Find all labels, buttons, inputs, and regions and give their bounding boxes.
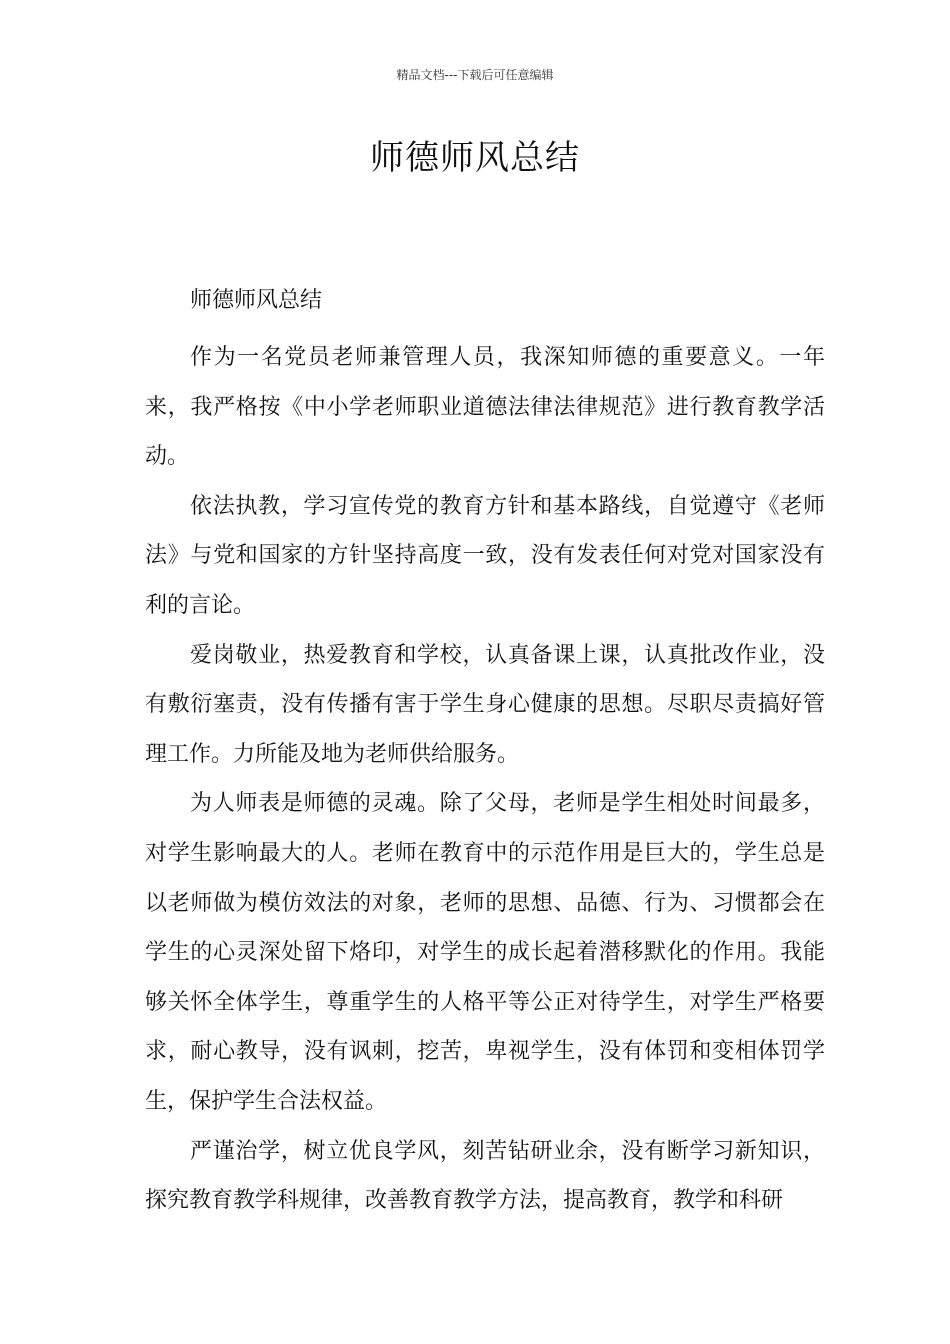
body-subtitle: 师德师风总结 (190, 288, 323, 313)
header-note: 精品文档---下载后可任意编辑 (396, 68, 554, 82)
paragraph: 作为一名党员老师兼管理人员，我深知师德的重要意义。一年来，我严格按《中小学老师职业道德法律法律规范》进行教育教学活动。 (145, 345, 825, 470)
document-body (145, 283, 825, 1226)
paragraph: 依法执教，学习宣传党的教育方针和基本路线，自觉遵守《老师法》与党和国家的方针坚持高度一致，没有发表任何对党对国家没有利的言论。 (145, 493, 825, 618)
paragraph: 爱岗敬业，热爱教育和学校，认真备课上课，认真批改作业，没有敷衍塞责，没有传播有害于学生身心健康的思想。尽职尽责搞好管理工作。力所能及地为老师供给服务。 (145, 642, 825, 767)
document-title: 师德师风总结 (370, 138, 580, 178)
paragraph: 严谨治学，树立优良学风，刻苦钻研业余，没有断学习新知识，探究教育教学科规律，改善教育教学方法，提高教育，教学和科研 (145, 1138, 825, 1214)
paragraph: 为人师表是师德的灵魂。除了父母，老师是学生相处时间最多，对学生影响最大的人。老师在教育中的示范作用是巨大的，学生总是以老师做为模仿效法的对象，老师的思想、品德、行为、习惯都会在学生的心灵深处留下烙印，对学生的成长起着潜移默化的作用。我能够关怀全体学生，尊重学生的人格平等公正对待学生，对学生严格要求，耐心教导，没有讽刺，挖苦，卑视学生，没有体罚和变相体罚学生，保护学生合法权益。 (145, 791, 825, 1114)
